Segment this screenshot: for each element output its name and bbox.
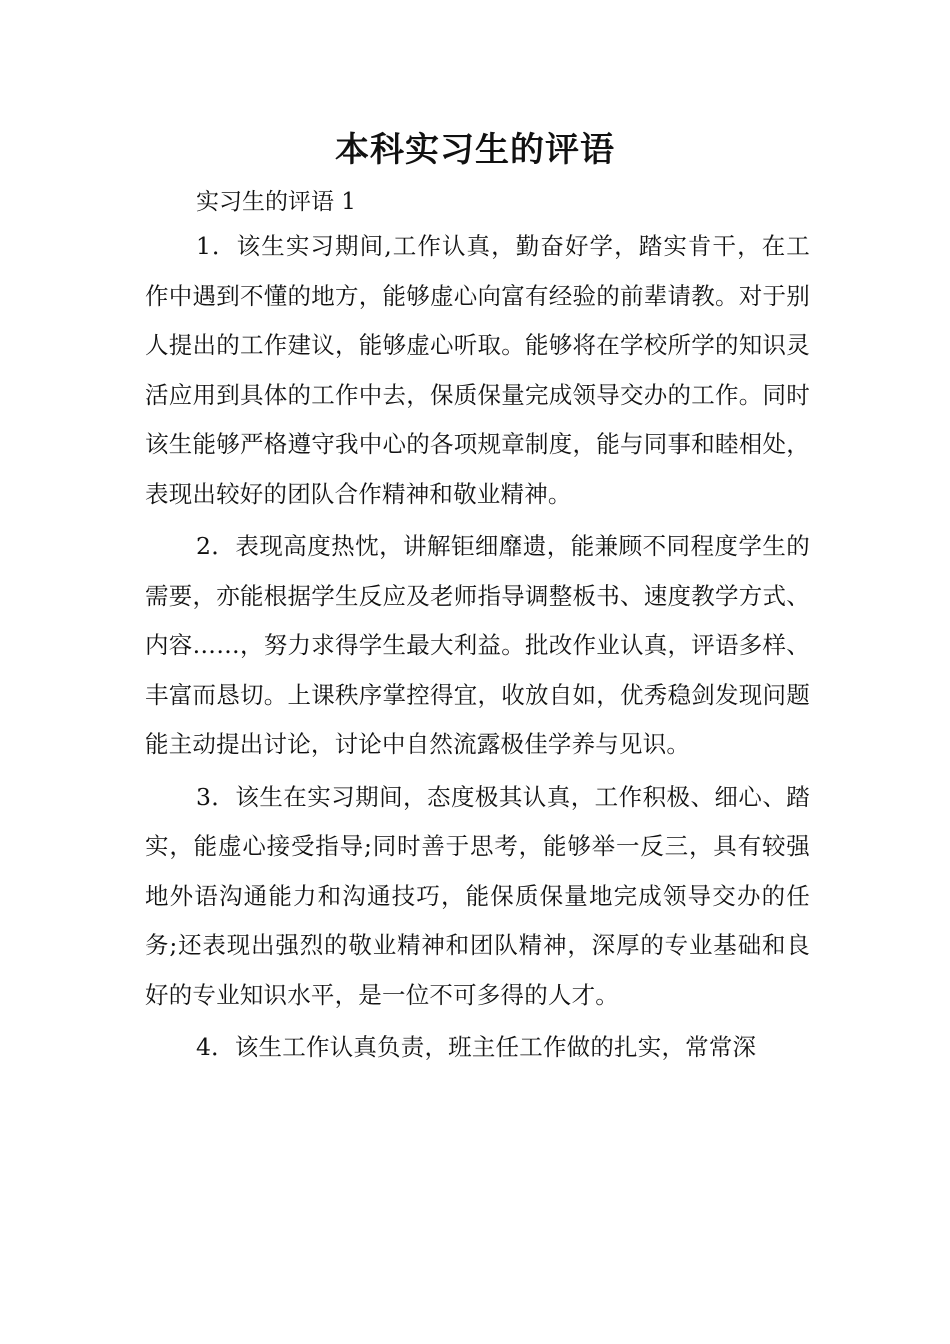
section-heading: 实习生的评语 1 <box>196 189 356 215</box>
paragraph-3: 3．该生在实习期间，态度极其认真，工作积极、细心、踏实，能虚心接受指导;同时善于思考，能够举一反三，具有较强地外语沟通能力和沟通技巧，能保质保量地完成领导交办的任务;还表现出强烈的敬业精神和团队精神，深厚的专业基础和良好的专业知识水平，是一位不可多得的人才。 <box>145 782 810 1009</box>
document-title: 本科实习生的评语 <box>335 130 615 170</box>
paragraph-1: 1．该生实习期间,工作认真，勤奋好学，踏实肯干，在工作中遇到不懂的地方，能够虚心向富有经验的前辈请教。对于别人提出的工作建议，能够虚心听取。能够将在学校所学的知识灵活应用到具体的工作中去，保质保量完成领导交办的工作。同时该生能够严格遵守我中心的各项规章制度，能与同事和睦相处，表现出较好的团队合作精神和敬业精神。 <box>145 232 810 508</box>
document-body <box>145 222 810 1076</box>
paragraph-2: 2．表现高度热忱，讲解钜细靡遗，能兼顾不同程度学生的需要，亦能根据学生反应及老师指导调整板书、速度教学方式、内容……，努力求得学生最大利益。批改作业认真，评语多样、丰富而恳切。上课秩序掌控得宜，收放自如，优秀稳剑发现问题能主动提出讨论，讨论中自然流露极佳学养与见识。 <box>145 532 810 758</box>
paragraph-4: 4．该生工作认真负责，班主任工作做的扎实，常常深 <box>196 1033 757 1061</box>
